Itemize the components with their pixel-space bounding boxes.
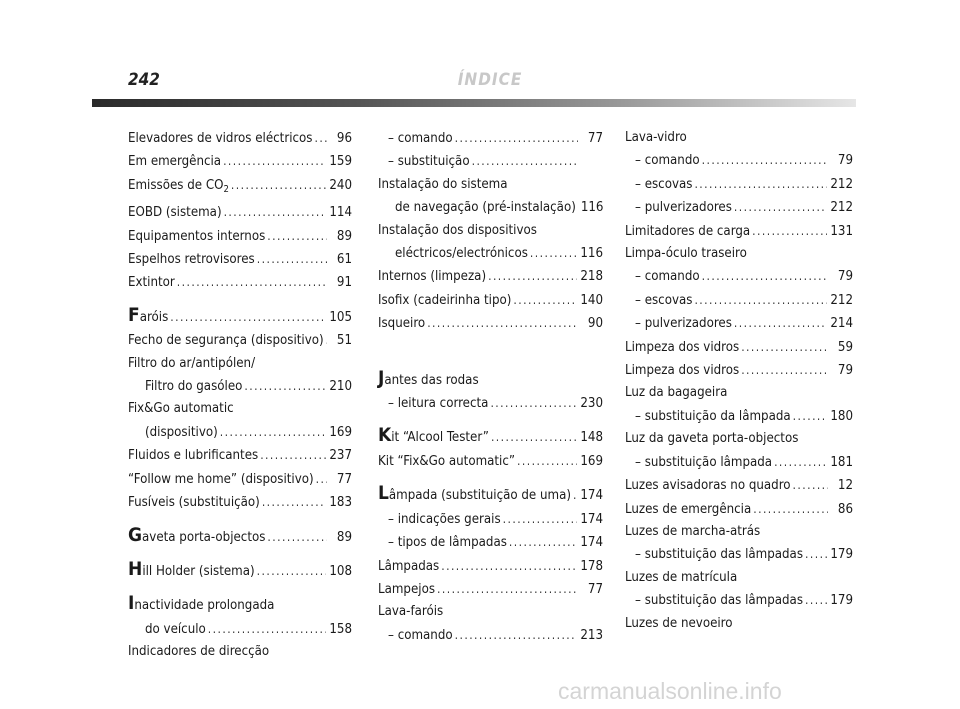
index-entry: Gaveta porta-objectos . . . 89 [128,526,352,549]
index-column-2 [378,127,603,647]
index-entry: de navegação (pré-instalação) 116 [395,200,604,216]
header-rule [92,99,856,107]
index-entry: Fusíveis (substituição) . . . 183 [128,491,352,514]
letter-initial: F [128,303,140,326]
index-column-1 [128,127,352,664]
index-entry: Luz da bagageira [625,385,728,401]
index-entry: Luzes de nevoeiro [625,615,733,631]
index-entry: – substituição . . . [378,150,603,173]
index-entry: Emissões de $CO_2$ . . . 240 [128,174,352,201]
index-entry: Espelhos retrovisores . . . 61 [128,248,352,271]
index-entry: EOBD (sistema) . . . 114 [128,201,352,224]
index-entry: do veículo . . . 158 [128,618,352,641]
page-title: ÍNDICE [457,70,523,90]
index-entry: – indicações gerais . . . 174 [378,508,603,531]
index-entry: Limpeza dos vidros . . . 79 [625,359,853,382]
index-entry: Lâmpadas . . . 178 [378,555,603,578]
index-entry: Limitadores de carga . . . 131 [625,220,853,243]
index-entry: Luzes de matrícula [625,569,738,585]
index-entry: – escovas . . . 212 [625,289,853,312]
index-entry: Kit “Fix&Go automatic” . . . 169 [378,450,603,473]
index-entry: Isqueiro . . . 90 [378,312,603,335]
index-entry: eléctricos/electrónicos . . . 116 [378,242,603,265]
index-entry: – substituição da lâmpada . . . 180 [625,405,853,428]
index-entry: Lava-vidro [625,130,687,145]
index-entry: Lava-faróis [378,604,444,620]
index-entry: – comando . . . 79 [625,149,853,172]
index-entry: Equipamentos internos . . . 89 [128,225,352,248]
index-entry: Luzes avisadoras no quadro . . . 12 [625,474,853,497]
letter-initial: I [128,592,135,615]
index-entry: Filtro do ar/antipólen/ [128,355,256,371]
index-entry: Jantes das rodas [378,366,479,389]
index-entry: (dispositivo) . . . 169 [128,421,352,444]
index-entry: Fecho de segurança (dispositivo) . . . 51 [128,329,352,352]
index-entry: – comando . . . 77 [378,127,603,150]
letter-initial: G [128,523,143,546]
index-entry: – leitura correcta . . . 230 [378,392,603,415]
index-entry: Hill Holder (sistema) . . . 108 [128,560,352,583]
index-entry: Isofix (cadeirinha tipo) . . . 140 [378,289,603,312]
index-entry: Luz da gaveta porta-objectos [625,431,799,447]
index-entry: Inactividade prolongada [128,592,275,615]
index-entry: Elevadores de vidros eléctricos . . . 96 [128,127,352,150]
letter-initial: L [378,482,389,505]
index-entry: Lampejos . . . 77 [378,578,603,601]
index-entry: – pulverizadores . . . 212 [625,196,853,219]
index-entry: – comando . . . 213 [378,624,603,647]
index-entry: Limpeza dos vidros . . . 59 [625,336,853,359]
index-entry: – comando . . . 79 [625,265,853,288]
index-entry: Extintor . . . 91 [128,271,352,294]
index-entry: – pulverizadores . . . 214 [625,312,853,335]
index-entry: Faróis . . . 105 [128,306,352,329]
index-entry: Instalação do sistema [378,176,508,192]
index-entry: – substituição lâmpada . . . 181 [625,451,853,474]
index-entry: Lâmpada (substituição de uma) . . . 174 [378,484,603,507]
index-entry: Em emergência . . . 159 [128,150,352,173]
letter-initial: J [378,366,385,389]
index-entry: Luzes de emergência . . . 86 [625,498,853,521]
index-entry: Internos (limpeza) . . . 218 [378,265,603,288]
index-entry: “Follow me home” (dispositivo) . . . 77 [128,468,352,491]
index-entry: Indicadores de direcção [128,644,270,660]
page-number: 242 [128,70,160,90]
index-entry: – substituição das lâmpadas . . . 179 [625,543,853,566]
index-entry: Instalação dos dispositivos [378,222,537,238]
watermark[interactable]: carmanualsonline.info [558,678,782,704]
index-entry: Filtro do gasóleo . . . 210 [128,375,352,398]
index-entry: – escovas . . . 212 [625,173,853,196]
index-entry: Limpa-óculo traseiro [625,246,747,262]
index-entry: – substituição das lâmpadas . . . 179 [625,589,853,612]
index-entry: Fix&Go automatic [128,401,234,417]
letter-initial: H [128,557,143,580]
letter-initial: K [378,424,392,447]
index-entry: – tipos de lâmpadas . . . 174 [378,531,603,554]
index-entry: Kit “Alcool Tester” . . . 148 [378,426,603,449]
index-entry: Fluidos e lubrificantes . . . 237 [128,444,352,467]
index-entry: Luzes de marcha-atrás [625,523,761,539]
index-column-3 [625,127,853,635]
